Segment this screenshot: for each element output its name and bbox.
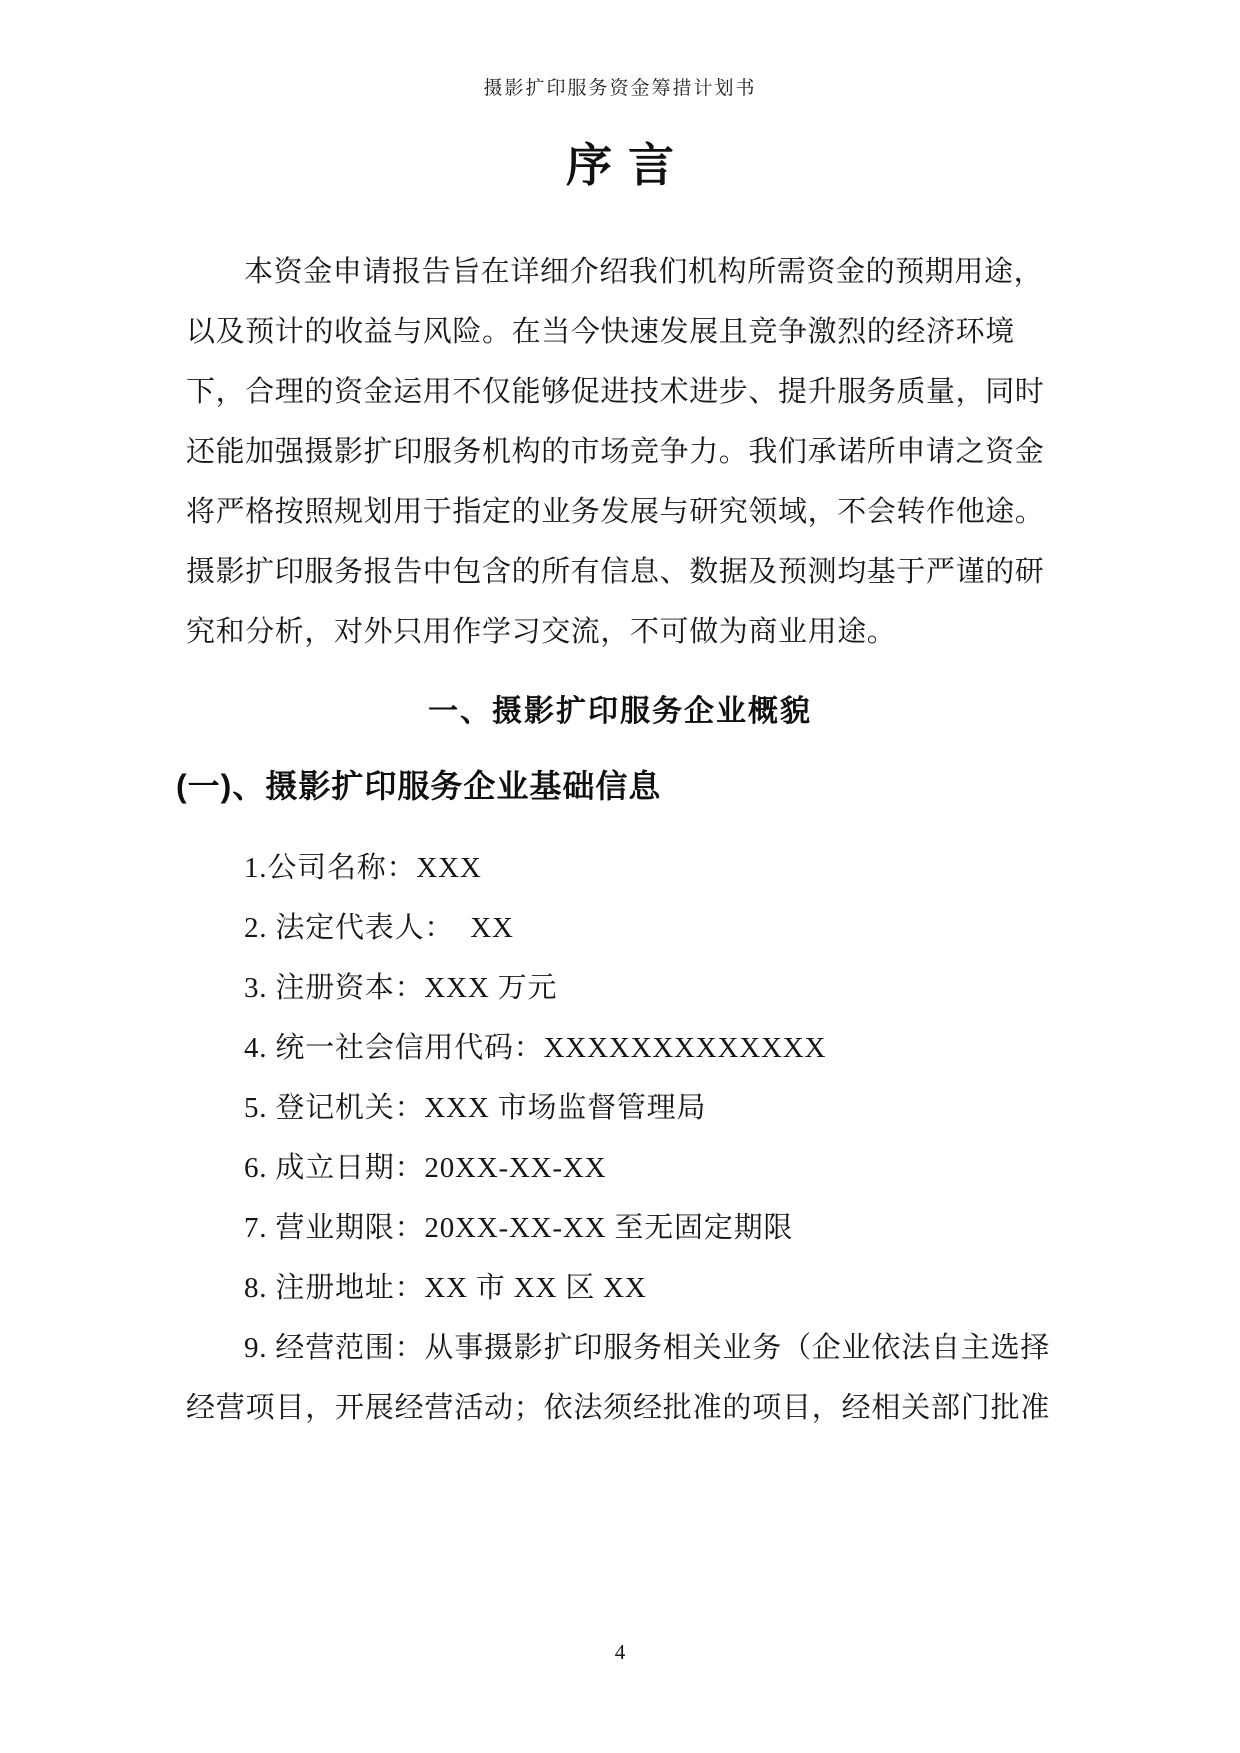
intro-line: 究和分析，对外只用作学习交流，不可做为商业用途。	[186, 616, 897, 648]
page-number: 4	[614, 1640, 626, 1664]
intro-line: 本资金申请报告旨在详细介绍我们机构所需资金的预期用途，	[244, 256, 1044, 288]
list-item-business-scope: 9. 经营范围：从事摄影扩印服务相关业务（企业依法自主选择	[244, 1332, 1051, 1364]
section-heading-company-overview: 一、摄影扩印服务企业概貌	[428, 695, 812, 728]
list-item-business-term: 7. 营业期限：20XX-XX-XX 至无固定期限	[244, 1212, 794, 1244]
intro-line: 将严格按照规划用于指定的业务发展与研究领域，不会转作他途。	[186, 496, 1045, 528]
intro-paragraph	[186, 242, 1054, 662]
list-item-legal-representative: 2. 法定代表人： XX	[244, 912, 514, 944]
list-item-registered-address: 8. 注册地址：XX 市 XX 区 XX	[244, 1272, 647, 1304]
page-title: 序言	[566, 140, 690, 191]
intro-line: 还能加强摄影扩印服务机构的市场竞争力。我们承诺所申请之资金	[186, 436, 1045, 468]
list-item-company-name: 1.公司名称：XXX	[244, 852, 482, 884]
list-item-credit-code: 4. 统一社会信用代码：XXXXXXXXXXXXX	[244, 1032, 827, 1064]
document-header-title: 摄影扩印服务资金筹措计划书	[483, 78, 757, 99]
list-item-registered-capital: 3. 注册资本：XXX 万元	[244, 972, 558, 1004]
list-item-business-scope-continuation: 经营项目，开展经营活动；依法须经批准的项目，经相关部门批准	[186, 1392, 1051, 1424]
intro-line: 摄影扩印服务报告中包含的所有信息、数据及预测均基于严谨的研	[186, 556, 1045, 588]
list-item-registration-authority: 5. 登记机关：XXX 市场监督管理局	[244, 1092, 707, 1124]
basic-info-list	[186, 838, 1054, 1438]
intro-line: 以及预计的收益与风险。在当今快速发展且竞争激烈的经济环境	[186, 316, 1015, 348]
subsection-heading-basic-info: (一)、摄影扩印服务企业基础信息	[176, 768, 662, 804]
intro-line: 下，合理的资金运用不仅能够促进技术进步、提升服务质量，同时	[186, 376, 1045, 408]
list-item-establishment-date: 6. 成立日期：20XX-XX-XX	[244, 1152, 607, 1184]
